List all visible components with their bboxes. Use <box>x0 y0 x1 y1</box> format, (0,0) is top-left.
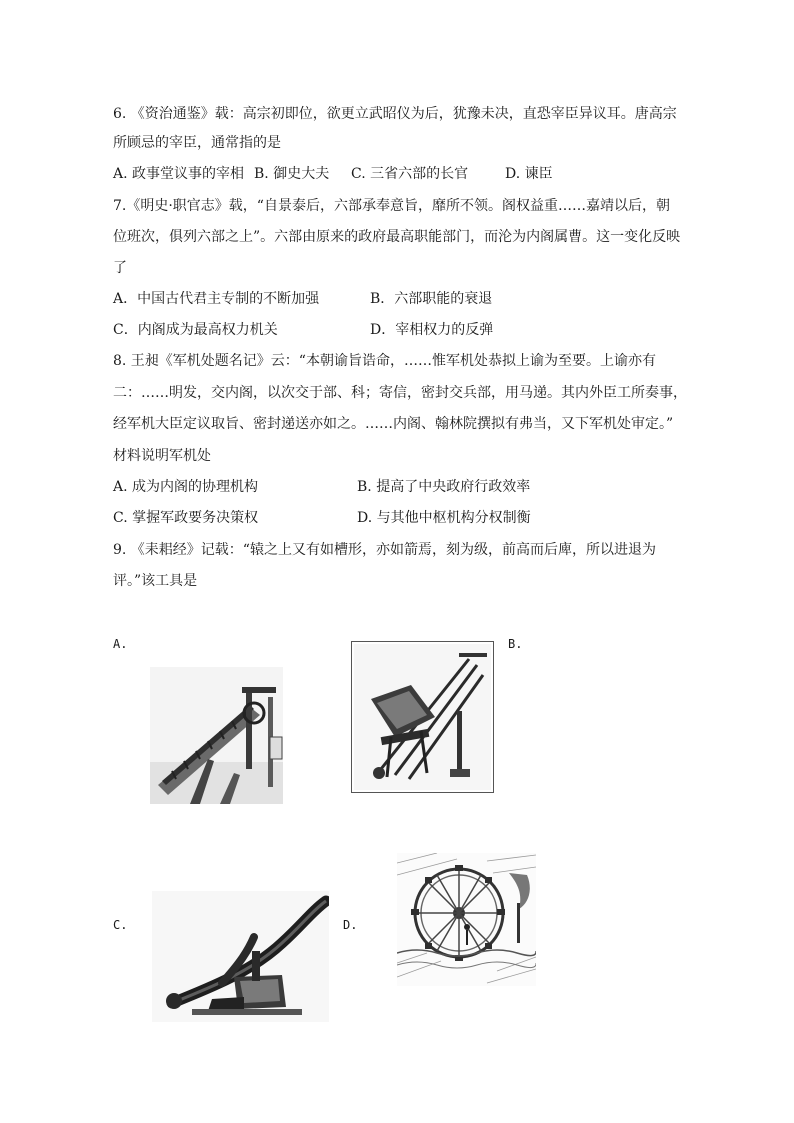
q7-option-a: A．中国古代君主专制的不断加强 <box>113 291 320 307</box>
q8-stem-line3: 经军机大臣定议取旨、密封递送亦如之。……内阁、翰林院撰拟有弗当，又下军机处审定。” <box>113 416 674 432</box>
q9-label-c: C. <box>113 918 128 932</box>
q7-stem-line1: 7.《明史·职官志》载，“自景泰后，六部承奉意旨，靡所不领。阁权益重……嘉靖以后，朝 <box>113 198 670 214</box>
q6-option-a: A. 政事堂议事的宰相 <box>113 166 245 182</box>
q6-stem-line1: 6. 《资治通鉴》载：高宗初即位，欲更立武昭仪为后，犹豫未决，直恐宰臣异议耳。唐高宗 <box>113 106 677 122</box>
q8-option-b: B. 提高了中央政府行政效率 <box>357 479 531 495</box>
q8-stem-line2: 二：……明发，交内阁，以次交于部、科；寄信，密封交兵部，用马递。其内外臣工所奏事， <box>113 385 687 401</box>
q8-stem-line1: 8. 王昶《军机处题名记》云：“本朝谕旨诰命，……惟军机处恭拟上谕为至要。上谕亦有 <box>113 353 656 369</box>
q9-stem-line1: 9. 《耒耜经》记载：“辕之上又有如槽形，亦如箭焉，刻为级，前高而后庳，所以进退为 <box>113 542 656 558</box>
q9-image-d <box>397 853 536 986</box>
q9-label-d: D. <box>343 918 358 932</box>
q7-option-d: D．宰相权力的反弹 <box>370 322 494 338</box>
q9-image-c <box>152 891 329 1022</box>
q6-option-d: D. 谏臣 <box>505 166 553 182</box>
q7-stem-line2: 位班次，俱列六部之上”。六部由原来的政府最高职能部门，而沦为内阁属曹。这一变化反映 <box>113 229 681 245</box>
q6-stem-line2: 所顾忌的宰臣，通常指的是 <box>113 135 281 151</box>
q8-stem-line4: 材料说明军机处 <box>113 448 211 464</box>
q7-option-b: B．六部职能的衰退 <box>370 291 493 307</box>
q9-label-b: B. <box>508 637 523 651</box>
q6-option-b: B. 御史大夫 <box>254 166 330 182</box>
q6-option-c: C. 三省六部的长官 <box>351 166 469 182</box>
q8-option-c: C. 掌握军政要务决策权 <box>113 510 259 526</box>
q9-image-a <box>150 667 283 804</box>
q8-option-a: A. 成为内阁的协理机构 <box>113 479 259 495</box>
q7-option-c: C．内阁成为最高权力机关 <box>113 322 278 338</box>
q8-option-d: D. 与其他中枢机构分权制衡 <box>357 510 531 526</box>
q7-stem-line3: 了 <box>113 260 127 276</box>
q9-label-a: A. <box>113 637 128 651</box>
q9-image-b <box>351 641 494 793</box>
q9-stem-line2: 评。”该工具是 <box>113 573 198 589</box>
